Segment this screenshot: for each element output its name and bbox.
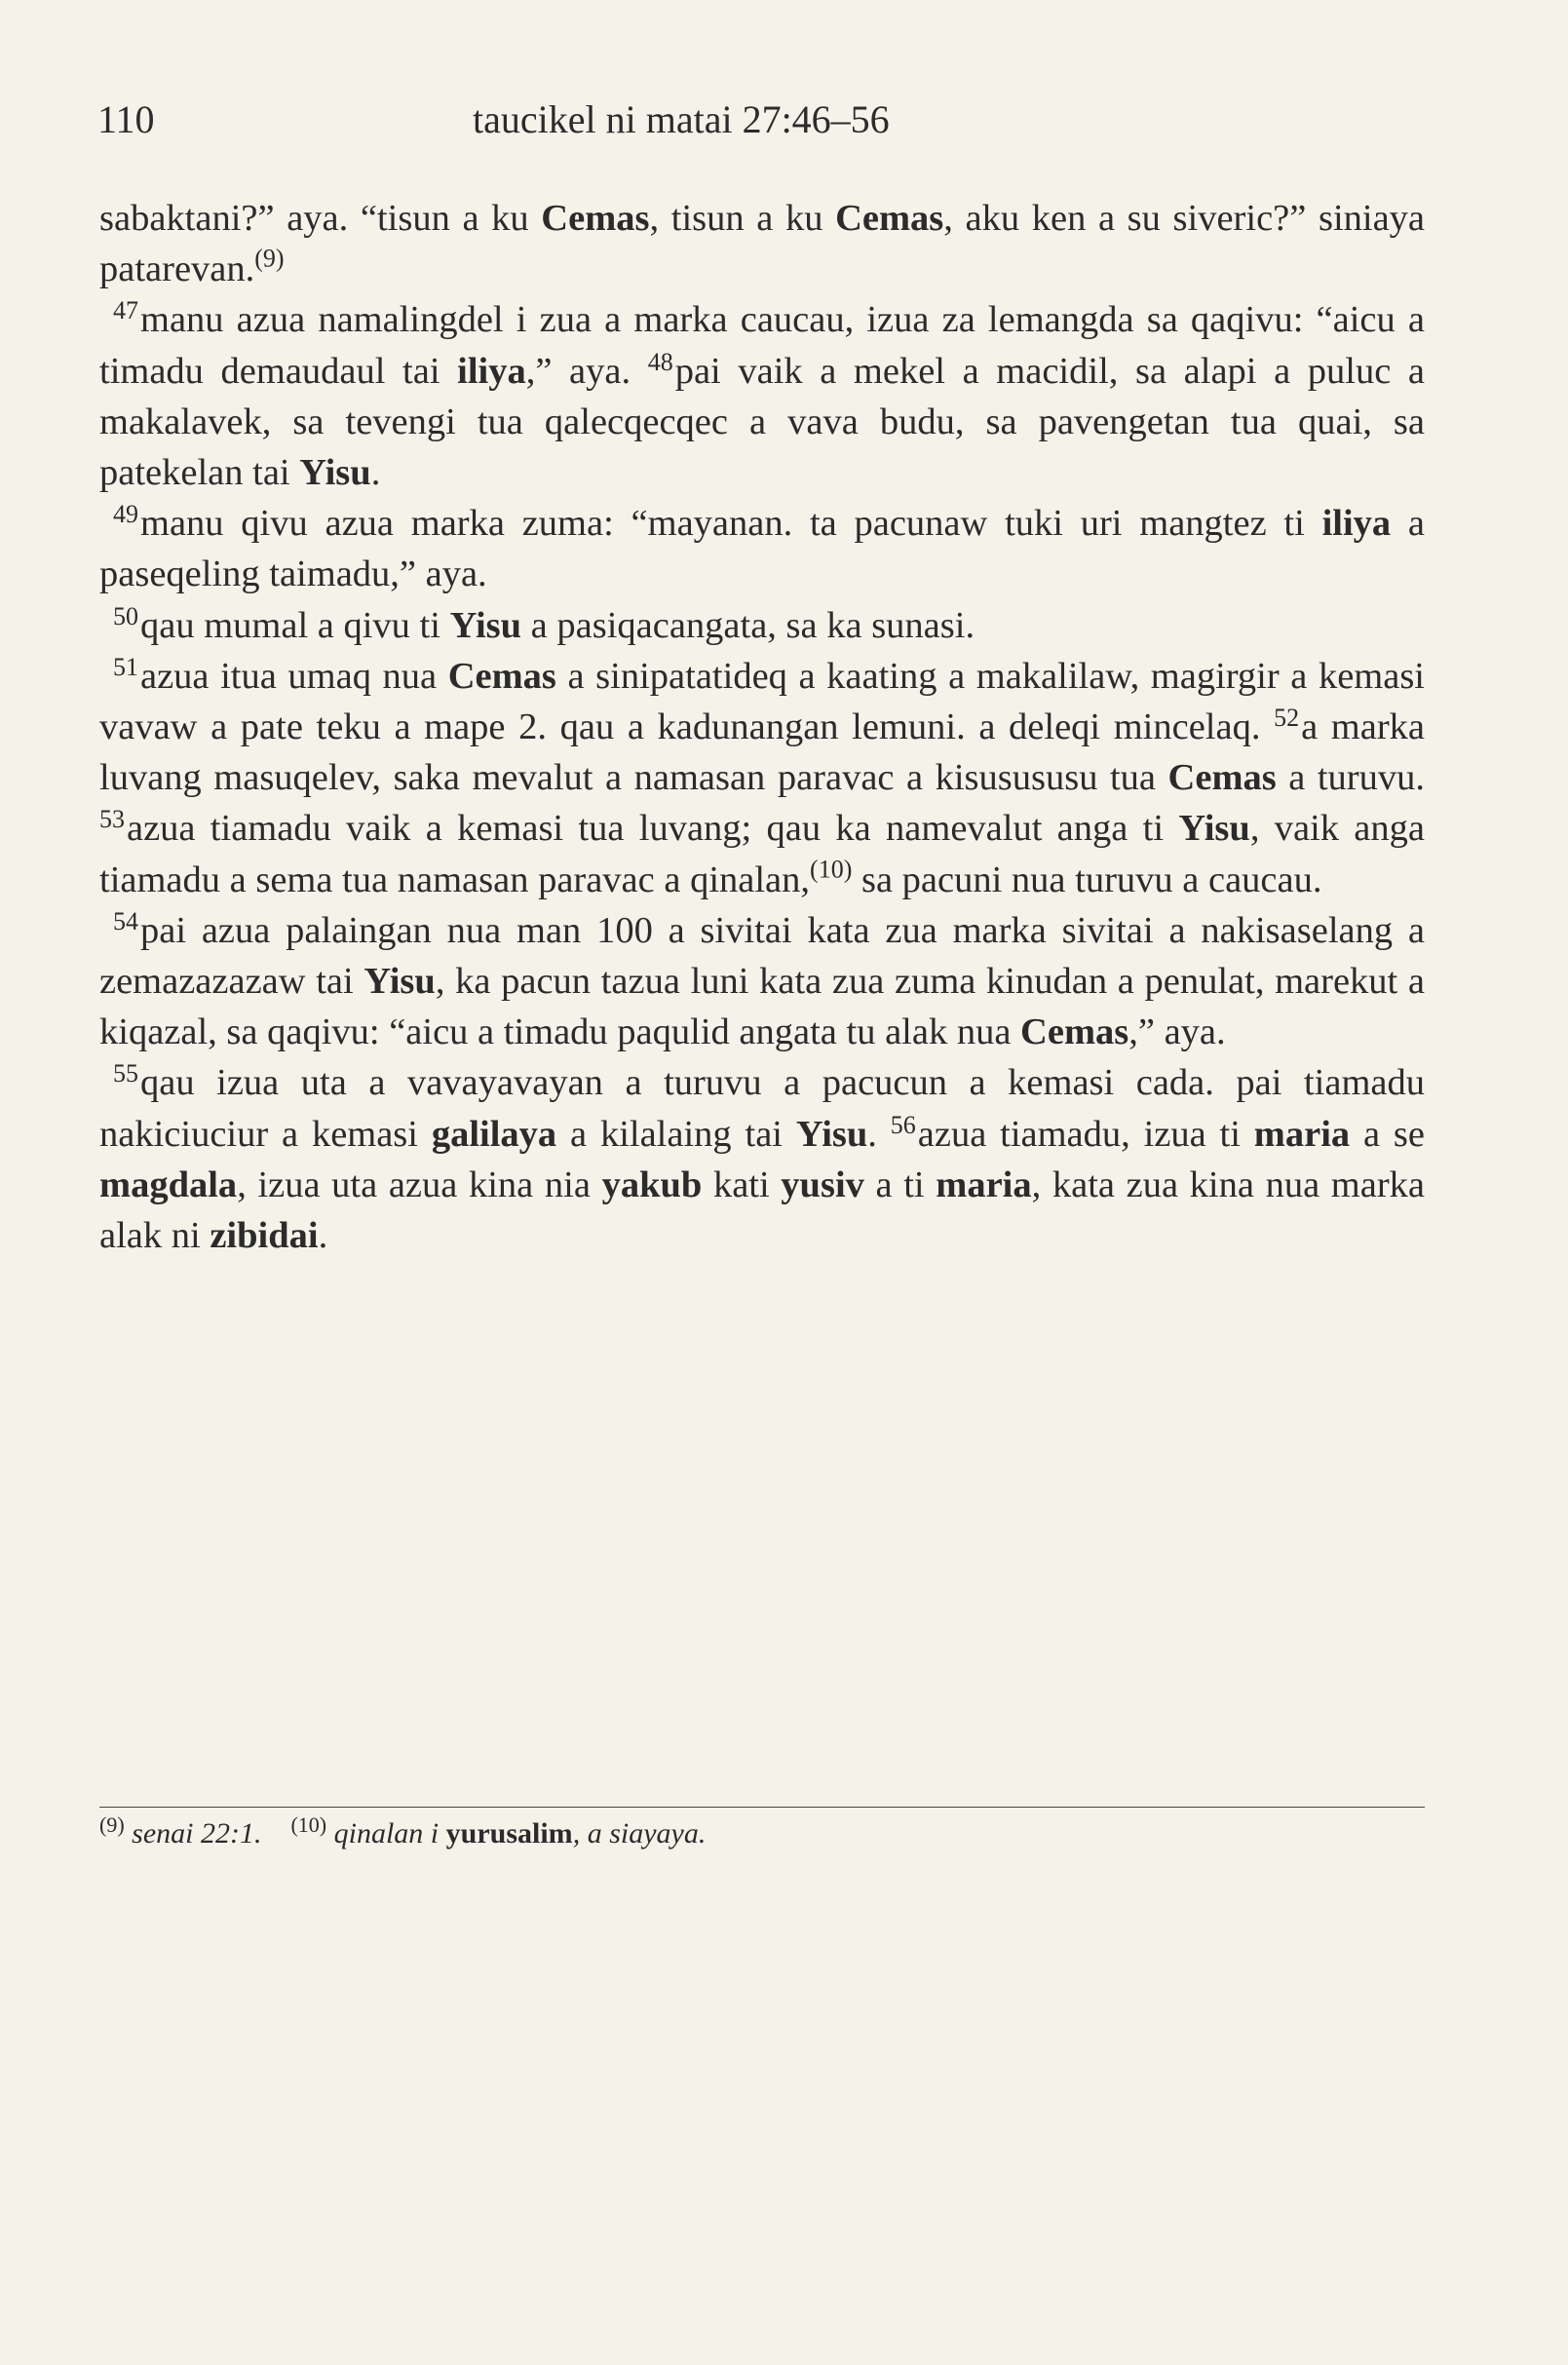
verse-number: 51 — [113, 652, 138, 681]
bold-term: Cemas — [1020, 1011, 1129, 1053]
footnotes — [99, 1814, 1425, 1853]
text-run: kati — [702, 1163, 782, 1205]
footnote-text: senai 22:1. — [132, 1817, 262, 1850]
bold-term: Yisu — [1178, 808, 1250, 850]
text-run: manu qivu azua marka zuma: “mayanan. ta pacunaw tuki uri mangtez ti — [140, 503, 1322, 545]
text-run: a marka luvang masuqelev, saka mevalut a namasan paravac a kisusususu tua — [99, 706, 1425, 799]
page-number: 110 — [97, 97, 155, 141]
text-run: , vaik anga tiamadu a sema tua namasan paravac a qinalan, — [99, 808, 1425, 900]
text-run: azua itua umaq nua — [140, 655, 448, 697]
bold-term: yusiv — [781, 1163, 864, 1205]
footnote-divider — [99, 1807, 1425, 1808]
verse-number: 54 — [113, 906, 138, 935]
bold-term: Cemas — [1167, 757, 1277, 799]
footnote-ref: (10) — [810, 855, 853, 884]
body-text — [99, 193, 1425, 1261]
verse-number: 50 — [113, 601, 138, 630]
text-run: a turuvu. — [1276, 757, 1426, 799]
bold-term: zibidai — [210, 1215, 319, 1257]
text-run: , kata zua kina nua marka alak ni — [99, 1163, 1425, 1257]
verse-number: 49 — [113, 500, 138, 529]
bold-term: maria — [936, 1163, 1032, 1205]
paragraph-p49 — [99, 498, 1425, 599]
text-run: ,” aya. — [1128, 1011, 1226, 1053]
text-run: manu azua namalingdel i zua a marka caucau, izua za lemangda sa qaqivu: “aicu a timadu demaudaul tai — [99, 299, 1425, 392]
bold-term: Cemas — [447, 655, 556, 697]
footnote-text-italic: qinalan i — [333, 1817, 446, 1850]
text-run: a sinipatatideq a kaating a makalilaw, magirgir a kemasi vavaw a pate teku a mape 2. qau a kadunangan lemuni. a deleqi mincelaq. — [99, 655, 1425, 748]
text-run: qau izua uta a vavayavayan a turuvu a pacucun a kemasi cada. pai tiamadu nakiciuciur a kemasi — [99, 1062, 1425, 1155]
text-run: , tisun a ku — [649, 198, 836, 239]
bold-term: Yisu — [449, 604, 522, 646]
text-run: , aku ken a su siveric?” siniaya patarevan. — [99, 198, 1426, 290]
footnote-ref: (9) — [254, 244, 285, 273]
bold-term: Cemas — [835, 198, 944, 239]
text-run: , ka pacun tazua luni kata zua zuma kinudan a penulat, marekut a kiqazal, sa qaqivu: “aicu a timadu paqulid angata tu alak nua — [99, 961, 1425, 1053]
bold-term: iliya — [1321, 503, 1392, 545]
footnote-mark: (9) — [99, 1812, 125, 1837]
footnote-text-rest: , a siayaya. — [572, 1817, 707, 1850]
bold-term: galilaya — [431, 1113, 557, 1155]
paragraph-p47 — [99, 294, 1425, 498]
text-run: a se — [1350, 1113, 1425, 1155]
text-run: a pasiqacangata, sa ka sunasi. — [521, 604, 975, 646]
text-run: , izua uta azua kina nia — [237, 1163, 602, 1205]
bold-term: yakub — [601, 1163, 703, 1205]
text-run: . — [370, 452, 381, 494]
paragraph-p51 — [99, 651, 1425, 905]
verse-number: 52 — [1274, 704, 1300, 733]
text-run: pai azua palaingan nua man 100 a sivitai kata zua marka sivitai a nakisaselang a zemazazazaw tai — [99, 909, 1425, 1003]
verse-number: 55 — [113, 1059, 138, 1088]
paragraph-p54 — [99, 905, 1425, 1058]
paragraph-p55 — [99, 1057, 1425, 1261]
verse-number: 48 — [647, 347, 673, 376]
footnote-10 — [290, 1812, 707, 1850]
verse-number: 53 — [99, 805, 125, 834]
bold-term: iliya — [457, 350, 526, 392]
bold-term: magdala — [99, 1163, 238, 1205]
text-run: a ti — [863, 1163, 937, 1205]
footnote-text-bold: yurusalim — [445, 1817, 573, 1850]
running-title: taucikel ni matai 27:46–56 — [473, 97, 890, 141]
bold-term: Yisu — [363, 961, 436, 1003]
verse-number: 47 — [113, 296, 138, 325]
verse-number: 56 — [890, 1110, 916, 1139]
text-run: azua tiamadu vaik a kemasi tua luvang; qau ka namevalut anga ti — [127, 808, 1179, 850]
bold-term: maria — [1253, 1113, 1351, 1155]
text-run: azua tiamadu, izua ti — [917, 1113, 1254, 1155]
text-run: sabaktani?” aya. “tisun a ku — [99, 198, 542, 239]
text-run: a paseqeling taimadu,” aya. — [99, 503, 1425, 595]
footnote-mark: (10) — [290, 1812, 327, 1837]
paragraph-p0 — [99, 193, 1425, 294]
text-run: . — [867, 1113, 891, 1155]
footnote-9 — [99, 1812, 269, 1850]
bold-term: Cemas — [541, 198, 650, 239]
text-run: . — [318, 1215, 328, 1257]
text-run: qau mumal a qivu ti — [140, 604, 450, 646]
text-run: pai vaik a mekel a macidil, sa alapi a puluc a makalavek, sa tevengi tua qalecqecqec a vava budu, sa pavengetan tua quai, sa patekelan tai — [99, 350, 1426, 494]
paragraph-p50 — [99, 600, 1425, 651]
text-run: ,” aya. — [525, 350, 648, 392]
bold-term: Yisu — [299, 452, 371, 494]
text-run: sa pacuni nua turuvu a caucau. — [852, 858, 1322, 900]
text-run: a kilalaing tai — [556, 1113, 796, 1155]
bold-term: Yisu — [795, 1113, 868, 1155]
